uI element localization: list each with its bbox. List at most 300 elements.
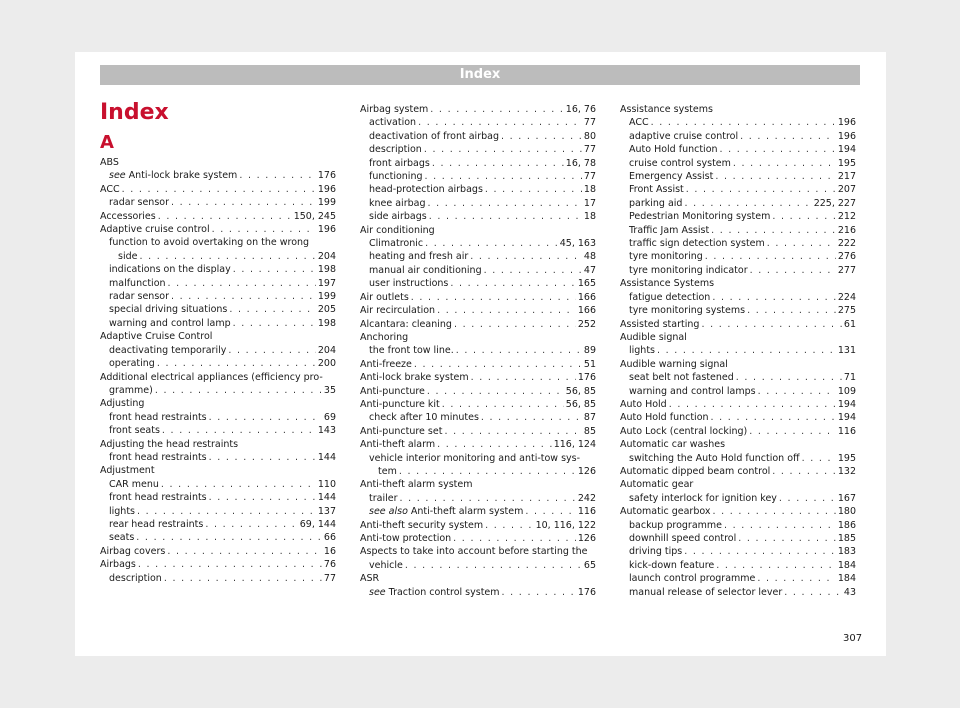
dot-leader [239, 169, 316, 182]
entry-page-numbers: 180 [837, 506, 856, 518]
entry-text: Anti-theft alarm [360, 439, 436, 451]
dot-leader [430, 103, 563, 116]
entry-text: Adjustment [100, 465, 155, 477]
index-entry [620, 559, 856, 572]
dot-leader [738, 532, 836, 545]
index-column-3 [620, 103, 856, 599]
entry-page-numbers: 144 [317, 451, 336, 463]
entry-page-numbers: 144 [317, 492, 336, 504]
index-entry [620, 371, 856, 384]
dot-leader [525, 505, 575, 518]
entry-text: Anti-theft security system [360, 519, 484, 531]
index-entry [100, 236, 336, 249]
index-entry [620, 411, 856, 424]
entry-page-numbers: 69, 144 [299, 518, 336, 530]
entry-page-numbers: 18 [583, 184, 596, 196]
index-entry [620, 143, 856, 156]
entry-text: Adaptive cruise control [100, 224, 210, 236]
index-entry [100, 491, 336, 504]
index-entry [100, 303, 336, 316]
index-entry [360, 559, 596, 572]
index-entry [360, 170, 596, 183]
entry-page-numbers: 66 [323, 532, 336, 544]
index-entry [100, 531, 336, 544]
entry-page-numbers: 116, 124 [553, 439, 596, 451]
entry-text: Adaptive Cruise Control [100, 331, 213, 343]
entry-text: Accessories [100, 210, 156, 222]
index-entry [360, 465, 596, 478]
entry-text: Anti-theft alarm system [360, 479, 473, 491]
index-entry [620, 358, 856, 371]
dot-leader [772, 465, 836, 478]
index-entry [100, 451, 336, 464]
entry-text: special driving situations [109, 304, 228, 316]
entry-text: the front tow line. [369, 345, 454, 357]
dot-leader [713, 505, 836, 518]
index-entry [620, 452, 856, 465]
entry-page-numbers: 225, 227 [813, 197, 856, 209]
dot-leader [701, 318, 841, 331]
entry-text: warning and control lamp [109, 317, 231, 329]
index-entry [100, 250, 336, 263]
index-entry [360, 572, 596, 585]
entry-text: user instructions [369, 278, 449, 290]
index-entry [620, 130, 856, 143]
entry-text: manual air conditioning [369, 264, 482, 276]
entry-page-numbers: 126 [577, 465, 596, 477]
entry-text: Climatronic [369, 238, 424, 250]
dot-leader [437, 304, 576, 317]
entry-page-numbers: 35 [323, 384, 336, 396]
entry-page-numbers: 85 [583, 425, 596, 437]
entry-page-numbers: 194 [837, 398, 856, 410]
entry-page-numbers: 16, 76 [565, 104, 596, 115]
index-entry [100, 210, 336, 223]
index-entry [100, 505, 336, 518]
index-entry [100, 397, 336, 410]
entry-page-numbers: 194 [837, 144, 856, 156]
index-entry [620, 318, 856, 331]
entry-page-numbers: 242 [577, 492, 596, 504]
dot-leader [405, 559, 582, 572]
index-entry [100, 371, 336, 384]
entry-text: seats [109, 532, 135, 544]
entry-text: Assisted starting [620, 318, 700, 330]
dot-leader [158, 210, 292, 223]
entry-page-numbers: 275 [837, 305, 856, 317]
dot-leader [736, 371, 842, 384]
index-entry [620, 572, 856, 585]
entry-text: operating [109, 358, 155, 370]
index-entry [360, 318, 596, 331]
dot-leader [757, 572, 835, 585]
dot-leader [772, 210, 836, 223]
entry-text: traffic sign detection system [629, 238, 765, 250]
index-entry [360, 277, 596, 290]
entry-text: Adjusting the head restraints [100, 438, 239, 450]
index-entry [100, 357, 336, 370]
index-entry [360, 143, 596, 156]
dot-leader [802, 452, 836, 465]
entry-text: trailer [369, 492, 398, 504]
index-entry [360, 519, 596, 532]
entry-text: Auto Hold function [629, 144, 718, 156]
entry-text: Audible warning signal [620, 358, 728, 370]
index-entry [620, 103, 856, 116]
entry-text: manual release of selector lever [629, 586, 783, 598]
entry-page-numbers: 196 [317, 183, 336, 195]
dot-leader [229, 303, 315, 316]
index-entry [100, 156, 336, 169]
entry-page-numbers: 200 [317, 358, 336, 370]
dot-leader [740, 130, 836, 143]
dot-leader [501, 130, 582, 143]
dot-leader [425, 170, 582, 183]
entry-page-numbers: 196 [317, 224, 336, 236]
dot-leader [684, 545, 836, 558]
index-entry [100, 424, 336, 437]
entry-text: fatigue detection [629, 291, 711, 303]
dot-leader [171, 290, 316, 303]
entry-text: Alcantara: cleaning [360, 318, 452, 330]
entry-text: Airbags [100, 559, 136, 571]
entry-text: deactivation of front airbag [369, 130, 499, 142]
dot-leader [686, 183, 836, 196]
index-entry [360, 291, 596, 304]
index-entry [360, 398, 596, 411]
dot-leader [720, 143, 836, 156]
entry-page-numbers: 196 [837, 130, 856, 142]
entry-text: gramme) [109, 384, 153, 396]
entry-text: Air recirculation [360, 305, 436, 317]
entry-text: front head restraints [109, 492, 207, 504]
entry-text: front head restraints [109, 411, 207, 423]
index-entry [360, 545, 596, 558]
index-entry [620, 277, 856, 290]
index-entry [620, 505, 856, 518]
dot-leader [724, 519, 836, 532]
entry-page-numbers: 166 [577, 291, 596, 303]
entry-text: Airbag system [360, 104, 429, 115]
dot-leader [716, 559, 836, 572]
entry-text: kick-down feature [629, 559, 715, 571]
entry-page-numbers: 48 [583, 251, 596, 263]
dot-leader [209, 451, 316, 464]
index-entry [620, 465, 856, 478]
index-entry [360, 331, 596, 344]
see-reference: see [109, 170, 126, 182]
entry-text: knee airbag [369, 197, 426, 209]
entry-page-numbers: 276 [837, 251, 856, 263]
entry-text: deactivating temporarily [109, 344, 227, 356]
entry-text: Anti-tow protection [360, 533, 452, 544]
entry-text: Automatic gear [620, 479, 694, 491]
entry-page-numbers: 131 [837, 345, 856, 357]
entry-page-numbers: 116 [837, 425, 856, 437]
entry-page-numbers: 10, 116, 122 [535, 519, 596, 531]
entry-page-numbers: 150, 245 [293, 210, 336, 222]
entry-text: Automatic gearbox [620, 506, 711, 518]
entry-text: switching the Auto Hold function off [629, 452, 800, 464]
dot-leader [157, 357, 316, 370]
index-entry [100, 438, 336, 451]
dot-leader [711, 411, 836, 424]
entry-text: Anti-lock brake system [125, 170, 238, 182]
dot-leader [427, 197, 581, 210]
entry-text: front seats [109, 425, 160, 437]
dot-leader [747, 304, 836, 317]
dot-leader [212, 223, 316, 236]
dot-leader [167, 545, 322, 558]
index-entry [100, 183, 336, 196]
index-entry [620, 291, 856, 304]
entry-page-numbers: 45, 163 [559, 238, 596, 250]
index-entry [360, 103, 596, 116]
index-entry [360, 264, 596, 277]
entry-page-numbers: 77 [583, 117, 596, 129]
dot-leader [399, 465, 576, 478]
dot-leader [750, 264, 836, 277]
entry-text: Automatic dipped beam control [620, 465, 771, 477]
entry-text: safety interlock for ignition key [629, 492, 777, 504]
dot-leader [414, 358, 582, 371]
entry-page-numbers: 176 [317, 170, 336, 182]
entry-page-numbers: 87 [583, 412, 596, 424]
entry-page-numbers: 216 [837, 224, 856, 236]
entry-text: front head restraints [109, 451, 207, 463]
entry-page-numbers: 207 [837, 184, 856, 196]
index-entry [100, 344, 336, 357]
dot-leader [137, 505, 316, 518]
index-entry [360, 210, 596, 223]
entry-text: Audible signal [620, 331, 687, 343]
dot-leader [437, 438, 552, 451]
entry-page-numbers: 89 [583, 345, 596, 357]
index-entry [620, 170, 856, 183]
dot-leader [168, 277, 316, 290]
entry-page-numbers: 65 [583, 559, 596, 571]
dot-leader [442, 398, 564, 411]
entry-page-numbers: 198 [317, 264, 336, 276]
dot-leader [444, 425, 581, 438]
index-entry [360, 304, 596, 317]
entry-text: Auto Hold function [620, 412, 709, 424]
index-entry [620, 586, 856, 599]
index-entry [620, 157, 856, 170]
dot-leader [669, 398, 836, 411]
entry-text: Emergency Assist [629, 171, 714, 183]
entry-text: malfunction [109, 277, 166, 289]
index-entry [360, 425, 596, 438]
entry-text: vehicle [369, 559, 403, 571]
entry-page-numbers: 76 [323, 559, 336, 571]
dot-leader [767, 237, 836, 250]
entry-text: tem [378, 465, 397, 477]
dot-leader [424, 143, 582, 156]
entry-page-numbers: 212 [837, 211, 856, 223]
index-entry [620, 116, 856, 129]
entry-page-numbers: 222 [837, 238, 856, 250]
entry-text: Automatic car washes [620, 439, 726, 451]
index-entry [360, 385, 596, 398]
dot-leader [209, 411, 322, 424]
entry-page-numbers: 77 [323, 572, 336, 584]
index-entry [360, 532, 596, 545]
dot-leader [122, 183, 316, 196]
dot-leader [758, 385, 836, 398]
index-entry [620, 183, 856, 196]
dot-leader [155, 384, 322, 397]
dot-leader [425, 237, 558, 250]
dot-leader [164, 572, 322, 585]
entry-page-numbers: 137 [317, 505, 336, 517]
dot-leader [136, 531, 322, 544]
entry-text: side [118, 250, 138, 262]
entry-text: front airbags [369, 157, 430, 169]
index-entry [360, 224, 596, 237]
index-entry [360, 478, 596, 491]
entry-text: Front Assist [629, 184, 684, 196]
dot-leader [779, 492, 836, 505]
entry-page-numbers: 69 [323, 411, 336, 423]
index-entry [100, 384, 336, 397]
entry-page-numbers: 110 [317, 478, 336, 490]
dot-leader [705, 250, 836, 263]
index-column-1 [100, 156, 336, 585]
dot-leader [228, 344, 315, 357]
index-entry [360, 586, 596, 599]
dot-leader [209, 491, 316, 504]
dot-leader [453, 532, 576, 545]
index-entry [620, 519, 856, 532]
entry-page-numbers: 277 [837, 264, 856, 276]
index-entry [620, 250, 856, 263]
entry-text: warning and control lamps [629, 385, 756, 397]
entry-text: Assistance systems [620, 104, 713, 115]
entry-page-numbers: 204 [317, 250, 336, 262]
entry-text: parking aid [629, 197, 683, 209]
dot-leader [432, 157, 564, 170]
index-entry [100, 518, 336, 531]
entry-text: Auto Lock (central locking) [620, 425, 748, 437]
index-entry [360, 237, 596, 250]
dot-leader [684, 197, 811, 210]
index-entry [360, 358, 596, 371]
entry-page-numbers: 126 [577, 533, 596, 544]
entry-text: Airbag covers [100, 545, 166, 557]
entry-text: Anti-puncture [360, 385, 425, 397]
dot-leader [162, 424, 316, 437]
dot-leader [233, 263, 316, 276]
dot-leader [733, 157, 836, 170]
index-entry [620, 197, 856, 210]
dot-leader [481, 411, 582, 424]
entry-text: cruise control system [629, 157, 731, 169]
entry-text: side airbags [369, 211, 427, 223]
entry-text: Anti-puncture kit [360, 398, 440, 410]
dot-leader [784, 586, 842, 599]
index-entry [620, 264, 856, 277]
dot-leader [454, 318, 576, 331]
entry-page-numbers: 56, 85 [565, 385, 596, 397]
entry-text: Traction control system [385, 586, 500, 598]
index-entry [360, 371, 596, 384]
entry-page-numbers: 116 [577, 506, 596, 518]
dot-leader [657, 344, 836, 357]
entry-text: Pedestrian Monitoring system [629, 211, 771, 223]
index-entry [360, 250, 596, 263]
entry-page-numbers: 167 [837, 492, 856, 504]
index-entry [100, 223, 336, 236]
entry-text: Traffic Jam Assist [629, 224, 710, 236]
index-entry [100, 478, 336, 491]
dot-leader [139, 250, 315, 263]
dot-leader [485, 183, 582, 196]
entry-page-numbers: 77 [583, 144, 596, 156]
entry-text: driving tips [629, 546, 683, 558]
index-entry [620, 478, 856, 491]
entry-page-numbers: 47 [583, 264, 596, 276]
index-entry [100, 330, 336, 343]
entry-page-numbers: 217 [837, 171, 856, 183]
index-column-2 [360, 103, 596, 599]
entry-text: Auto Hold [620, 398, 667, 410]
dot-leader [399, 492, 575, 505]
dot-leader [429, 210, 582, 223]
entry-text: radar sensor [109, 291, 169, 303]
dot-leader [749, 425, 836, 438]
index-entry [620, 304, 856, 317]
index-entry [100, 545, 336, 558]
dot-leader [711, 224, 836, 237]
index-entry [100, 290, 336, 303]
dot-leader [484, 264, 582, 277]
entry-text: lights [109, 505, 136, 517]
dot-leader [502, 586, 576, 599]
dot-leader [470, 250, 582, 263]
index-entry [620, 398, 856, 411]
entry-page-numbers: 109 [837, 385, 856, 397]
index-entry [100, 464, 336, 477]
index-entry [360, 492, 596, 505]
dot-leader [418, 116, 582, 129]
see-reference: see also [369, 506, 408, 518]
dot-leader [427, 385, 564, 398]
dot-leader [651, 116, 836, 129]
see-reference: see [369, 586, 386, 598]
entry-text: Additional electrical appliances (efficiency pro- [100, 371, 323, 383]
index-entry [620, 331, 856, 344]
entry-text: Anti-lock brake system [360, 372, 469, 384]
entry-page-numbers: 56, 85 [565, 398, 596, 410]
entry-text: launch control programme [629, 573, 756, 585]
dot-leader [712, 291, 836, 304]
entry-text: Anti-puncture set [360, 425, 443, 437]
index-entry [100, 263, 336, 276]
entry-text: seat belt not fastened [629, 372, 734, 384]
index-entry [620, 492, 856, 505]
entry-text: Air conditioning [360, 224, 435, 236]
entry-text: indications on the display [109, 264, 231, 276]
entry-page-numbers: 61 [843, 318, 856, 330]
index-entry [620, 210, 856, 223]
entry-text: CAR menu [109, 478, 159, 490]
page-number: 307 [843, 633, 863, 644]
index-entry [620, 438, 856, 451]
entry-page-numbers: 252 [577, 318, 596, 330]
dot-leader [485, 519, 533, 532]
page-title: Index [100, 100, 169, 125]
